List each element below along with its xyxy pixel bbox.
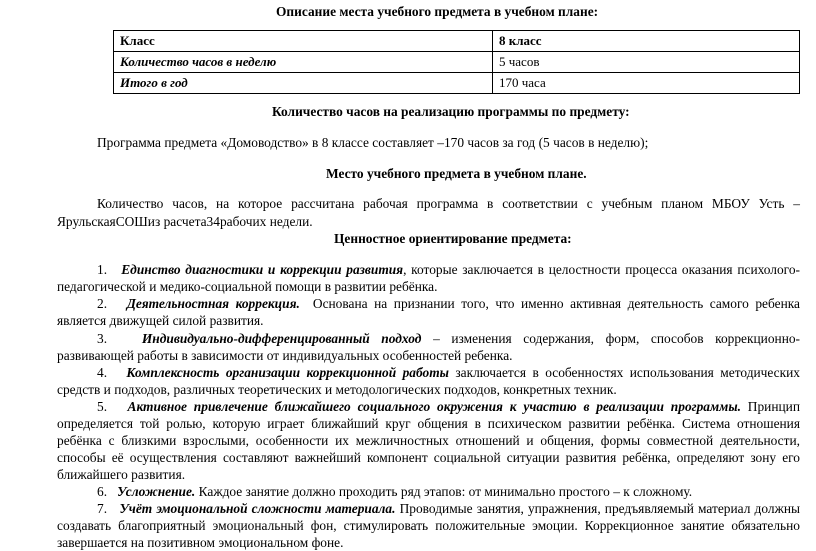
list-item-number: 4. — [97, 365, 108, 380]
list-item-term: Усложнение. — [117, 484, 196, 499]
place-text-line: ЯрульскаяСОШиз расчета34рабочих недели. — [57, 214, 313, 229]
list-item-text: Каждое занятие должно проходить ряд этапов: от минимально простого – к сложному. — [198, 484, 693, 499]
list-item-text: , которые заключается в целостности процесса оказания психолого- — [403, 262, 800, 277]
list-item-text: Основана на признании того, что именно активная деятельность самого ребенка — [312, 296, 800, 311]
list-item-text: способы её осуществления составляют важнейший компонент социальной ситуации развития ребёнка, определяют зону его — [57, 450, 800, 465]
list-item — [97, 331, 800, 347]
list-item-term: Активное привлечение ближайшего социального окружения к участию в реализации программы. — [127, 399, 741, 414]
list-item-text: определяется той ролью, которую играет ближайший круг общения в психическом развитии ребёнка. Система отношения — [57, 416, 800, 431]
list-item-text: развивающей работы в зависимости от индивидуальных особенностей ребенка. — [57, 348, 513, 363]
list-item-number: 6. — [97, 484, 108, 499]
list-item-text: ближайшего развития. — [57, 467, 186, 482]
table-header-value: 8 класс — [493, 31, 800, 52]
list-item-text: – изменения содержания, форм, способов коррекционно- — [433, 331, 801, 346]
list-item — [97, 365, 800, 381]
hours-heading: Количество часов на реализацию программы по предмету: — [272, 104, 630, 119]
list-item-number: 5. — [97, 399, 108, 414]
table-row-value: 5 часов — [493, 52, 800, 73]
list-item — [97, 296, 800, 312]
list-item-text: заключается в особенностях использования методических — [455, 365, 800, 380]
table-row-label: Итого в год — [114, 73, 493, 94]
list-item-text: является движущей силой развития. — [57, 313, 264, 328]
list-item-text: педагогической и медико-социальной помощи в развитии ребёнка. — [57, 279, 438, 294]
list-item-term: Комплексность организации коррекционной работы — [126, 365, 449, 380]
list-item-term: Индивидуально-дифференцированный подход — [141, 331, 422, 346]
table-row-label: Количество часов в неделю — [114, 52, 493, 73]
list-item-term: Единство диагностики и коррекции развития — [121, 262, 404, 277]
list-item-text: ребёнка с близкими взрослыми, особенности их межличностных отношений и общения, формы совместной деятельности, — [57, 433, 800, 448]
table-row-value: 170 часа — [493, 73, 800, 94]
list-item-text: средств и подходов, различных теоретических и методологических подходов, конкретных техник. — [57, 382, 617, 397]
list-item-number: 7. — [97, 501, 108, 516]
plan-table — [113, 30, 800, 94]
hours-text: Программа предмета «Домоводство» в 8 классе составляет –170 часов за год (5 часов в неделю); — [97, 135, 649, 150]
place-text-line: Количество часов, на которое рассчитана рабочая программа в соответствии с учебным планом МБОУ Усть – — [97, 196, 800, 211]
list-item-text: создавать благоприятный эмоциональный фон, стимулировать положительные эмоции. Коррекционное занятие обязательно — [57, 518, 800, 533]
table-row — [114, 73, 800, 94]
place-heading: Место учебного предмета в учебном плане. — [326, 166, 587, 181]
list-item-number: 2. — [97, 296, 108, 311]
list-item-number: 3. — [97, 331, 108, 346]
table-header-row — [114, 31, 800, 52]
table-row — [114, 52, 800, 73]
list-item-text: Проводимые занятия, упражнения, предъявляемый материал должны — [399, 501, 800, 516]
list-item-text: завершается на позитивном эмоциональном фоне. — [57, 535, 344, 550]
list-item-term: Деятельностная коррекция. — [126, 296, 300, 311]
list-item — [97, 262, 800, 278]
table-header-label: Класс — [114, 31, 493, 52]
list-item-text: Принцип — [747, 399, 800, 414]
value-heading: Ценностное ориентирование предмета: — [334, 231, 572, 246]
page-title: Описание места учебного предмета в учебном плане: — [276, 4, 599, 19]
list-item — [97, 484, 692, 500]
list-item — [97, 399, 800, 415]
list-item-number: 1. — [97, 262, 108, 277]
list-item — [97, 501, 800, 517]
list-item-term: Учёт эмоциональной сложности материала. — [119, 501, 396, 516]
